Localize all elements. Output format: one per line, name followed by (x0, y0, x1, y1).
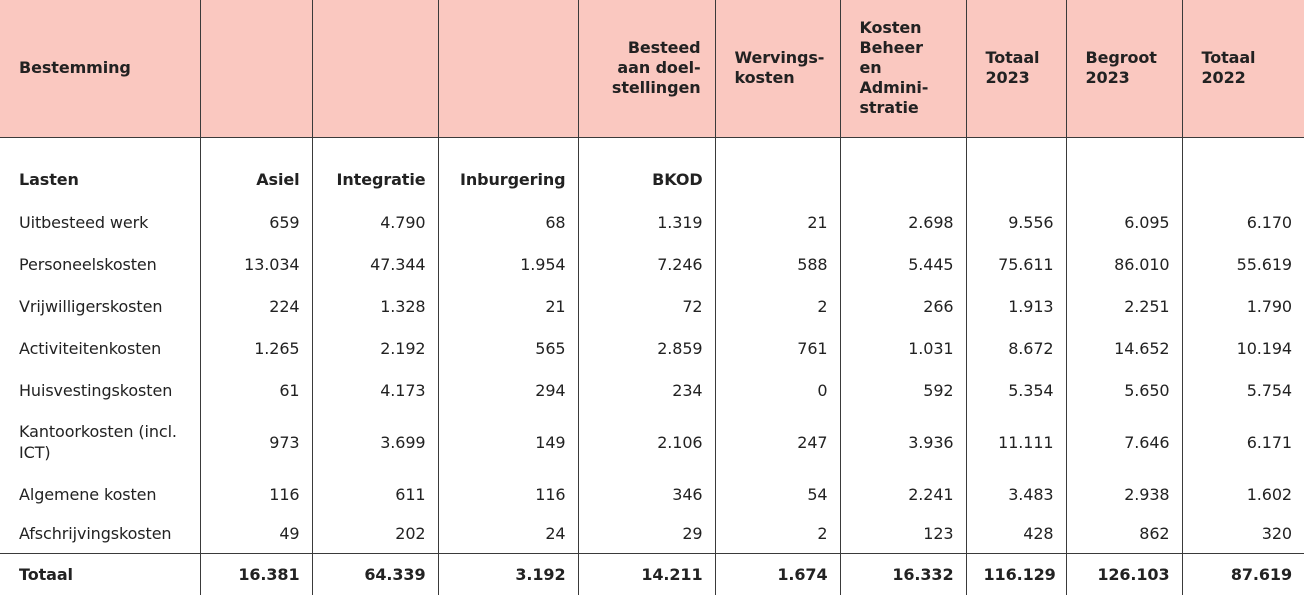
cell-value: 1.031 (840, 327, 966, 369)
cell-value: 10.194 (1182, 327, 1304, 369)
cell-value: 7.646 (1066, 411, 1182, 473)
subheader-bkod: BKOD (578, 157, 715, 201)
total-value: 64.339 (312, 553, 438, 595)
total-value: 16.381 (200, 553, 312, 595)
cell-value: 1.265 (200, 327, 312, 369)
cell-value: 24 (438, 515, 578, 553)
cell-value: 294 (438, 369, 578, 411)
cell-value: 11.111 (966, 411, 1066, 473)
cell-value: 659 (200, 201, 312, 243)
cell-value: 49 (200, 515, 312, 553)
cell-value: 346 (578, 473, 715, 515)
subheader-integratie: Integratie (312, 157, 438, 201)
cell-value: 1.319 (578, 201, 715, 243)
row-label: Afschrijvingskosten (19, 524, 172, 544)
row-label: Activiteitenkosten (19, 338, 162, 358)
cell-value: 3.483 (966, 473, 1066, 515)
cell-value: 2.938 (1066, 473, 1182, 515)
header-totaal-2022: Totaal 2022 (1182, 0, 1304, 137)
cell-value: 266 (840, 285, 966, 327)
header-empty-3 (438, 0, 578, 137)
cell-value: 2 (715, 515, 840, 553)
cell-value: 1.790 (1182, 285, 1304, 327)
table-row (0, 285, 1304, 327)
total-value: 1.674 (715, 553, 840, 595)
cell-value: 761 (715, 327, 840, 369)
cell-value: 47.344 (312, 243, 438, 285)
header-wervingskosten: Wervings- kosten (715, 0, 840, 137)
total-value: 16.332 (840, 553, 966, 595)
cell-value: 247 (715, 411, 840, 473)
cell-value: 3.936 (840, 411, 966, 473)
cell-value: 116 (438, 473, 578, 515)
cell-value: 75.611 (966, 243, 1066, 285)
cell-value: 14.652 (1066, 327, 1182, 369)
cell-value: 54 (715, 473, 840, 515)
subheader-asiel: Asiel (200, 157, 312, 201)
cell-value: 2.251 (1066, 285, 1182, 327)
total-label: Totaal (0, 553, 200, 595)
cell-value: 6.171 (1182, 411, 1304, 473)
cell-value: 5.754 (1182, 369, 1304, 411)
cell-value: 5.650 (1066, 369, 1182, 411)
cell-value: 0 (715, 369, 840, 411)
row-label: Kantoorkosten (incl. ICT) (19, 422, 177, 462)
cell-value: 72 (578, 285, 715, 327)
cell-value: 320 (1182, 515, 1304, 553)
table-row (0, 327, 1304, 369)
cell-value: 1.602 (1182, 473, 1304, 515)
cell-value: 2.192 (312, 327, 438, 369)
header-besteed: Besteed aan doel- stellingen (578, 0, 715, 137)
cell-value: 149 (438, 411, 578, 473)
cell-value: 55.619 (1182, 243, 1304, 285)
table-row (0, 243, 1304, 285)
cell-value: 224 (200, 285, 312, 327)
row-label: Personeelskosten (19, 254, 157, 274)
cell-value: 5.445 (840, 243, 966, 285)
cell-value: 202 (312, 515, 438, 553)
cell-value: 29 (578, 515, 715, 553)
cell-value: 13.034 (200, 243, 312, 285)
cell-value: 8.672 (966, 327, 1066, 369)
row-label: Algemene kosten (19, 484, 157, 504)
header-bestemming: Bestemming (0, 0, 200, 137)
cell-value: 68 (438, 201, 578, 243)
cell-value: 2.106 (578, 411, 715, 473)
subheader-row (0, 157, 1304, 201)
cell-value: 6.095 (1066, 201, 1182, 243)
total-value: 3.192 (438, 553, 578, 595)
cell-value: 588 (715, 243, 840, 285)
table-row (0, 369, 1304, 411)
header-kosten-beheer: Kosten Beheer en Admini- stratie (840, 0, 966, 137)
subheader-lasten: Lasten (19, 169, 79, 189)
cell-value: 61 (200, 369, 312, 411)
cell-value: 428 (966, 515, 1066, 553)
header-begroot-2023: Begroot 2023 (1066, 0, 1182, 137)
row-label: Vrijwilligerskosten (19, 296, 163, 316)
total-value: 87.619 (1182, 553, 1304, 595)
cell-value: 2.859 (578, 327, 715, 369)
subheader-inburgering: Inburgering (438, 157, 578, 201)
cell-value: 565 (438, 327, 578, 369)
cell-value: 592 (840, 369, 966, 411)
cell-value: 5.354 (966, 369, 1066, 411)
spacer-row (0, 137, 1304, 157)
cell-value: 7.246 (578, 243, 715, 285)
table-row (0, 473, 1304, 515)
cell-value: 611 (312, 473, 438, 515)
header-totaal-2023: Totaal 2023 (966, 0, 1066, 137)
cell-value: 2.241 (840, 473, 966, 515)
table-row (0, 411, 1304, 473)
cell-value: 1.954 (438, 243, 578, 285)
header-empty-1 (200, 0, 312, 137)
total-value: 14.211 (578, 553, 715, 595)
header-empty-2 (312, 0, 438, 137)
cell-value: 3.699 (312, 411, 438, 473)
cell-value: 116 (200, 473, 312, 515)
cell-value: 9.556 (966, 201, 1066, 243)
cell-value: 973 (200, 411, 312, 473)
cell-value: 4.790 (312, 201, 438, 243)
cell-value: 123 (840, 515, 966, 553)
cell-value: 2.698 (840, 201, 966, 243)
cell-value: 1.913 (966, 285, 1066, 327)
cell-value: 21 (715, 201, 840, 243)
cell-value: 86.010 (1066, 243, 1182, 285)
row-label: Huisvestingskosten (19, 380, 173, 400)
cell-value: 1.328 (312, 285, 438, 327)
cell-value: 862 (1066, 515, 1182, 553)
cell-value: 6.170 (1182, 201, 1304, 243)
cell-value: 4.173 (312, 369, 438, 411)
cell-value: 21 (438, 285, 578, 327)
row-label: Uitbesteed werk (19, 212, 149, 232)
table-row (0, 515, 1304, 553)
total-value: 116.129 (966, 553, 1066, 595)
cell-value: 234 (578, 369, 715, 411)
total-row (0, 553, 1304, 595)
cell-value: 2 (715, 285, 840, 327)
total-value: 126.103 (1066, 553, 1182, 595)
header-row (0, 0, 1304, 137)
table-row (0, 201, 1304, 243)
